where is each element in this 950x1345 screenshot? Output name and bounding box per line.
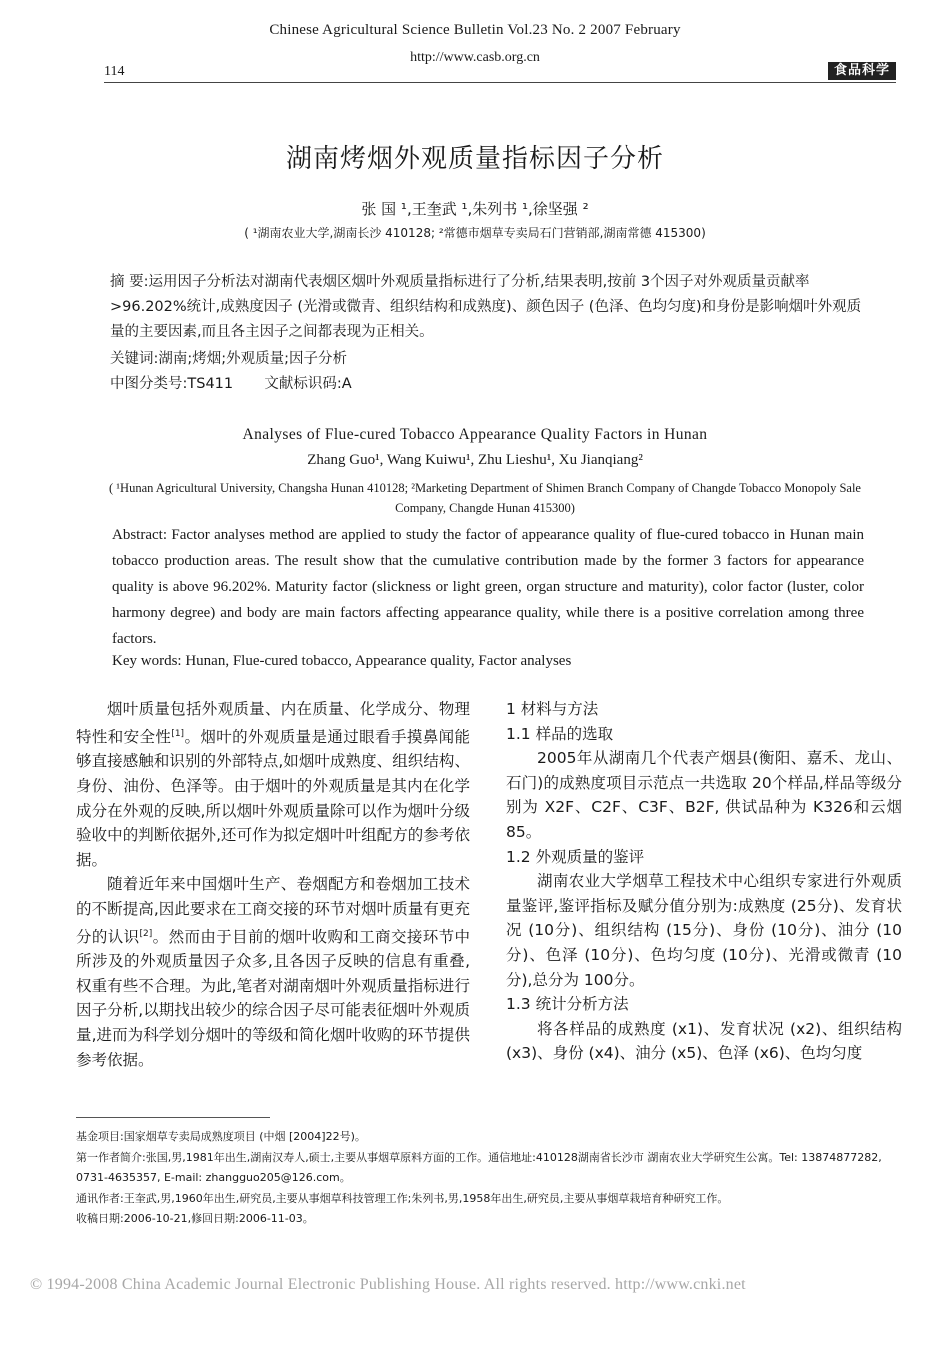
journal-citation: Chinese Agricultural Science Bulletin Vol.23 No. 2 2007 February — [269, 22, 681, 38]
abstract-zh-label: 摘 要: — [110, 274, 149, 290]
english-abstract — [112, 522, 864, 652]
body-paragraph: 将各样品的成熟度 (x1)、发育状况 (x2)、组织结构 (x3)、身份 (x4)、油分 (x5)、色泽 (x6)、色均匀度 — [506, 1019, 902, 1063]
english-title: Analyses of Flue-cured Tobacco Appearance Quality Factors in Hunan — [242, 426, 708, 443]
english-keywords-label: Key words: — [112, 653, 182, 669]
keywords-zh-text: 湖南;烤烟;外观质量;因子分析 — [158, 351, 348, 367]
citation-ref: [1] — [171, 728, 185, 739]
body-paragraph: 湖南农业大学烟草工程技术中心组织专家进行外观质量鉴评,鉴评指标及赋分值分别为:成熟度 (25分)、发育状况 (10分)、组织结构 (15分)、身份 (10分)、油分 (10分)、色泽 (10分)、色均匀度 (10分)、光滑或微青 (10分),总分为 100分。 — [506, 872, 902, 989]
english-affiliation: ( ¹Hunan Agricultural University, Changsha Hunan 410128; ²Marketing Department of Shimen Branch Company of Changde Tobacco Monopoly Sale Company, Changde Hunan 415300) — [109, 481, 861, 515]
affiliation: ( ¹湖南农业大学,湖南长沙 410128; ²常德市烟草专卖局石门营销部,湖南常德 415300) — [244, 226, 706, 240]
doc-code-value: A — [341, 376, 352, 392]
section-heading: 1 材料与方法 — [506, 700, 599, 718]
footnote-first-author: 第一作者简介:张国,男,1981年出生,湖南汉寿人,硕士,主要从事烟草原料方面的工作。通信地址:410128湖南省长沙市 湖南农业大学研究生公寓。Tel: 13874877282, 0731-4635357, E-mail: zhangguo205@126.com。 — [76, 1150, 882, 1184]
subsection-heading: 1.1 样品的选取 — [506, 724, 614, 743]
english-authors: Zhang Guo¹, Wang Kuiwu¹, Zhu Lieshu¹, Xu Jianqiang² — [307, 452, 643, 468]
english-keywords-text: Hunan, Flue-cured tobacco, Appearance quality, Factor analyses — [185, 653, 572, 669]
keywords-zh — [110, 347, 865, 372]
paper-title: 湖南烤烟外观质量指标因子分析 — [285, 144, 664, 174]
footnotes — [76, 1127, 906, 1230]
copyright-notice: © 1994-2008 China Academic Journal Electronic Publishing House. All rights reserved. http://www.cnki.net — [30, 1276, 746, 1293]
paragraph-text: 。烟叶的外观质量是通过眼看手摸鼻闻能够直接感触和识别的外部特点,如烟叶成熟度、组织结构、身份、油份、色泽等。由于烟叶的外观质量是其内在化学成分在外观的反映,所以烟叶外观质量除可以作为烟叶分级验收中的判断依据外,还可作为拟定烟叶叶组配方的参考依据。 — [76, 727, 470, 869]
abstract-zh — [110, 270, 865, 345]
paragraph-text: 烟叶质量包括外观质量、内在质量、化学成分、物理特性和安全性 — [76, 700, 470, 746]
abstract-zh-text: 运用因子分析法对湖南代表烟区烟叶外观质量指标进行了分析,结果表明,按前 3个因子对外观质量贡献率 >96.202%统计,成熟度因子 (光滑或微青、组织结构和成熟度)、颜色因子 (色泽、色均匀度)和身份是影响烟叶外观质量的主要因素,而且各主因子之间都表现为正相关。 — [110, 274, 862, 340]
footnote-dates: 收稿日期:2006-10-21,修回日期:2006-11-03。 — [76, 1212, 314, 1225]
clc-label: 中图分类号: — [110, 376, 188, 392]
section-badge: 食品科学 — [828, 62, 896, 80]
body-paragraph — [76, 872, 470, 1072]
paragraph-text: 随着近年来中国烟叶生产、卷烟配方和卷烟加工技术的不断提高,因此要求在工商交接的环节对烟叶质量有更充分的认识 — [76, 875, 470, 946]
body-left-column — [76, 697, 470, 1072]
body-paragraph: 2005年从湖南几个代表产烟县(衡阳、嘉禾、龙山、石门)的成熟度项目示范点一共选取 20个样品,样品等级分别为 X2F、C2F、C3F、B2F, 供试品种为 K326和云烟 85。 — [506, 749, 902, 841]
english-keywords — [112, 653, 864, 670]
doc-code-label: 文献标识码: — [264, 376, 342, 392]
english-abstract-label: Abstract: — [112, 527, 167, 543]
footnote-rule — [76, 1117, 270, 1118]
body-paragraph — [76, 697, 470, 872]
subsection-heading: 1.3 统计分析方法 — [506, 995, 629, 1014]
body-right-column — [506, 697, 902, 1066]
page-number: 114 — [104, 64, 125, 79]
footnote-funding: 基金项目:国家烟草专卖局成熟度项目 (中烟 [2004]22号)。 — [76, 1130, 366, 1143]
citation-ref: [2] — [139, 928, 153, 939]
keywords-zh-label: 关键词: — [110, 351, 159, 367]
classification-line — [110, 372, 865, 397]
header-rule — [104, 82, 896, 83]
paragraph-text: 。然而由于目前的烟叶收购和工商交接环节中所涉及的外观质量因子众多,且各因子反映的信息有重叠,权重有些不合理。为此,笔者对湖南烟叶外观质量指标进行因子分析,以期找出较少的综合因子尽可能表征烟叶外观质量,进而为科学划分烟叶的等级和简化烟叶收购的环节提供参考依据。 — [76, 927, 470, 1069]
subsection-heading: 1.2 外观质量的鉴评 — [506, 847, 645, 866]
author-list: 张 国 ¹,王奎武 ¹,朱列书 ¹,徐坚强 ² — [361, 200, 589, 218]
footnote-corresponding: 通讯作者:王奎武,男,1960年出生,研究员,主要从事烟草科技管理工作;朱列书,男,1958年出生,研究员,主要从事烟草栽培育种研究工作。 — [76, 1191, 729, 1205]
clc-value: TS411 — [187, 376, 234, 392]
english-abstract-text: Factor analyses method are applied to study the factor of appearance quality of flue-cured tobacco in Hunan main tobacco production areas. The result show that the cumulative contribution made by the former 3 factors for appearance quality is above 96.202%. Maturity factor (slickness or light green, organ structure and maturity), color factor (luster, color harmony degree) and body are main factors affecting appearance quality, while there is a positive correlation among three factors. — [112, 527, 864, 647]
journal-url: http://www.casb.org.cn — [410, 50, 540, 65]
